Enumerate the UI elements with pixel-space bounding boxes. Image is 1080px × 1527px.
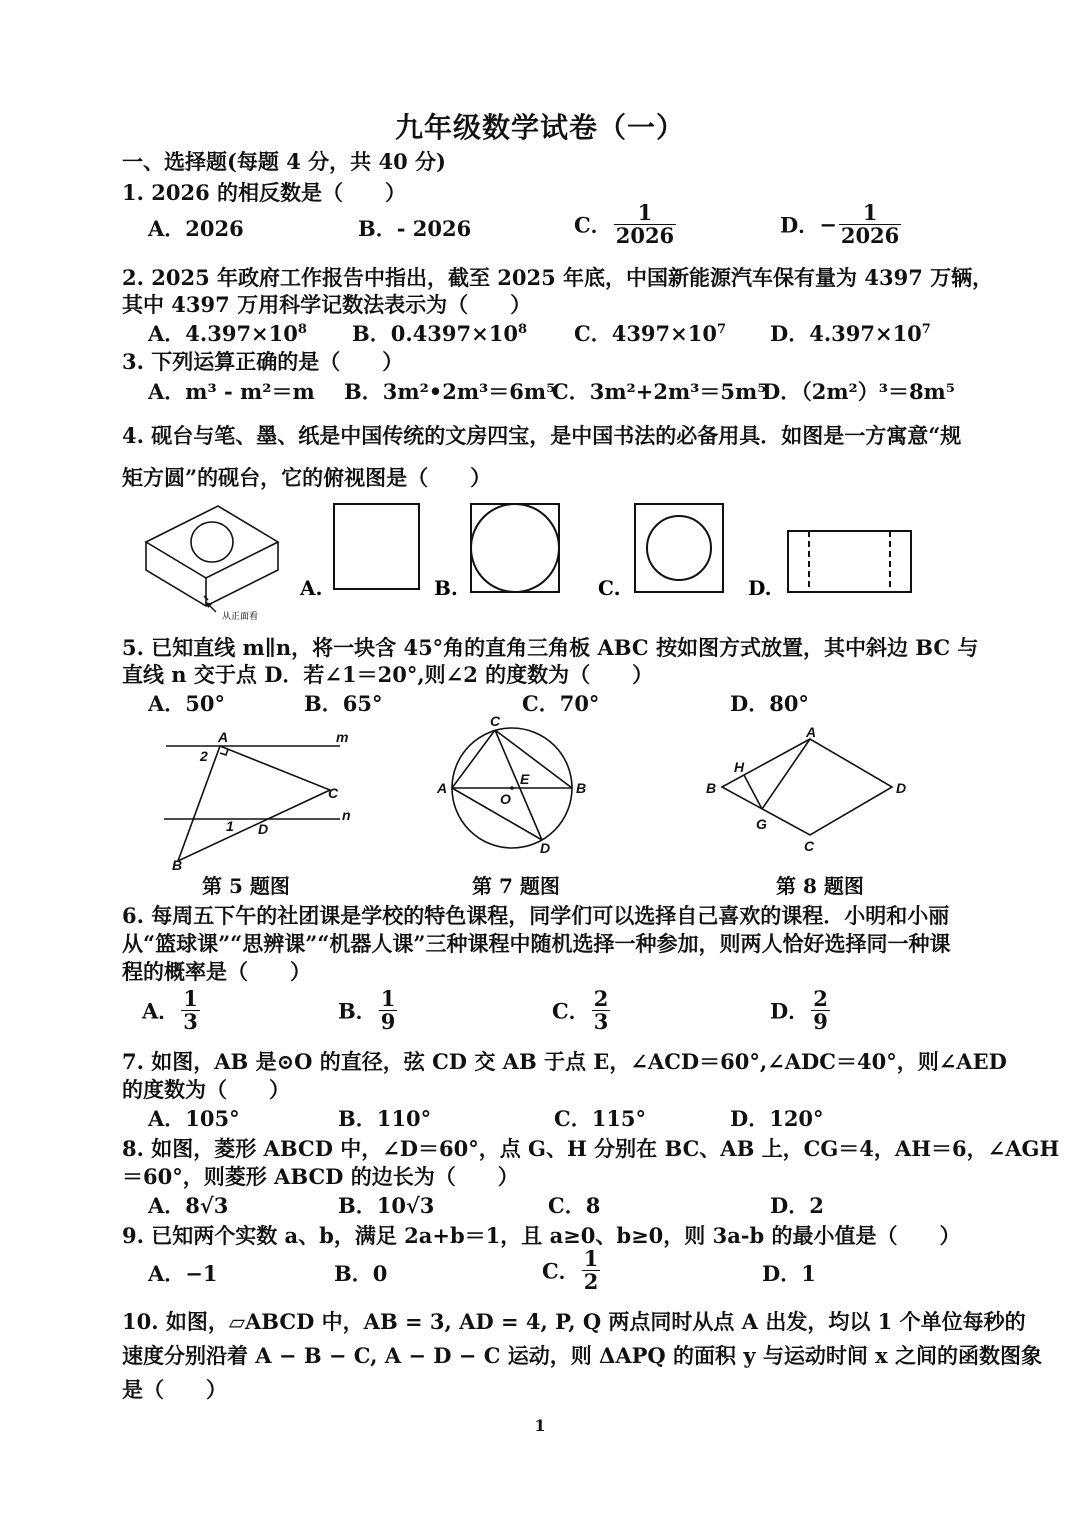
figure-5 (160, 728, 360, 873)
q5-stem-line2: 直线 n 交于点 D．若∠1＝20°,则∠2 的度数为（ ） (122, 662, 654, 687)
q3-option-d: D．（2m²）³＝8m⁵ (762, 379, 955, 404)
q4-option-b-label: B. (434, 576, 458, 600)
figure-8-caption: 第 8 题图 (776, 874, 864, 898)
svg-text:A: A (437, 780, 448, 796)
q10-stem-line2: 速度分别沿着 A − B − C, A − D − C 运动，则 ΔAPQ 的面积 y 与运动时间 x 之间的函数图象 (122, 1343, 1042, 1368)
q5-option-d: D．80° (730, 691, 809, 716)
svg-text:m: m (336, 729, 349, 745)
q9-option-b: B．0 (334, 1261, 388, 1286)
q3-option-b: B．3m²•2m³＝6m⁵ (344, 379, 556, 404)
q3-option-a: A．m³ - m²＝m (148, 379, 315, 404)
inkstone-top-face (146, 506, 278, 578)
svg-text:H: H (734, 759, 745, 775)
q6-option-c: C． $\frac{2}{3}$ (552, 986, 609, 1034)
q7-option-b: B．110° (338, 1106, 432, 1131)
q4-options-figures (298, 500, 928, 605)
svg-text:D: D (896, 780, 907, 796)
segment-ag (762, 739, 810, 809)
svg-text:B: B (706, 780, 717, 796)
svg-text:C: C (490, 713, 501, 729)
svg-text:B: B (576, 780, 587, 796)
figure-8 (700, 725, 920, 855)
q3-option-c: C．3m²+2m³＝5m⁵ (552, 379, 767, 404)
q1-option-d: D．− $\frac{1}{2026}$ (780, 200, 900, 248)
chord-cd (495, 730, 542, 840)
svg-text:2: 2 (200, 748, 208, 764)
q2-option-d: D．$4.397\times 10^7$ (770, 321, 931, 346)
q6-option-b: B． $\frac{1}{9}$ (338, 986, 396, 1034)
q6-stem-line1: 6. 每周五下午的社团课是学校的特色课程，同学们可以选择自己喜欢的课程．小明和小丽 (122, 903, 950, 928)
q7-option-c: C．115° (554, 1106, 647, 1131)
svg-text:B: B (172, 857, 183, 873)
svg-text:C: C (328, 785, 339, 801)
q2-option-a: A．$4.397\times 10^8$ (148, 321, 307, 346)
q1-option-c: C． $\frac{1}{2026}$ (574, 200, 675, 248)
q3-stem: 3. 下列运算正确的是（ ） (122, 349, 404, 374)
svg-text:O: O (500, 791, 511, 807)
q9-option-d: D．1 (762, 1261, 816, 1286)
q9-stem: 9. 已知两个实数 a、b，满足 2a+b＝1，且 a≥0、b≥0，则 3a-b 的最小值是（ ） (122, 1223, 961, 1248)
figure-7 (432, 712, 592, 872)
q2-option-c: C．$4397\times 10^7$ (574, 321, 727, 346)
q6-stem-line2: 从“篮球课”“思辨课”“机器人课”三种课程中随机选择一种参加，则两人恰好选择同一种课 (122, 931, 951, 956)
q5-option-b: B．65° (304, 691, 383, 716)
q5-option-a: A．50° (148, 691, 226, 716)
option-d-rect (788, 531, 911, 592)
svg-text:C: C (804, 838, 815, 854)
figure-5-caption: 第 5 题图 (202, 874, 290, 898)
q4-stem-line1: 4. 砚台与笔、墨、纸是中国传统的文房四宝，是中国书法的必备用具．如图是一方寓意“规 (122, 423, 962, 448)
view-note: 从正面看 (222, 611, 259, 621)
q2-stem-line2: 其中 4397 万用科学记数法表示为（ ） (122, 292, 532, 317)
q9-option-a: A．−1 (148, 1261, 218, 1286)
inkstone-3d-figure (138, 500, 288, 625)
svg-text:D: D (540, 840, 551, 856)
rhombus-abcd (722, 739, 892, 835)
svg-text:E: E (520, 771, 530, 787)
q7-stem-line1: 7. 如图，AB 是⊙O 的直径，弦 CD 交 AB 于点 E，∠ACD＝60°,∠ADC＝40°，则∠AED (122, 1049, 1007, 1074)
q4-stem-line2: 矩方圆”的砚台，它的俯视图是（ ） (122, 465, 492, 490)
q8-stem-line2: ＝60°，则菱形 ABCD 的边长为（ ） (122, 1164, 519, 1189)
q8-stem-line1: 8. 如图，菱形 ABCD 中，∠D＝60°，点 G、H 分别在 BC、AB 上，CG＝4，AH＝6，∠AGH (122, 1136, 1060, 1161)
inkstone-circle (191, 522, 233, 562)
option-b-circle (471, 504, 559, 592)
q6-option-d: D． $\frac{2}{9}$ (770, 986, 828, 1034)
q10-stem-line1: 10. 如图，▱ABCD 中，AB = 3, AD = 4, P, Q 两点同时从点 A 出发，均以 1 个单位每秒的 (122, 1309, 1026, 1334)
q8-option-d: D．2 (770, 1193, 824, 1218)
figure-7-caption: 第 7 题图 (472, 874, 560, 898)
q9-option-c: C． $\frac{1}{2}$ (542, 1246, 599, 1294)
q10-stem-line3: 是（ ） (122, 1377, 227, 1402)
section-heading: 一、选择题(每题 4 分，共 40 分) (122, 149, 446, 174)
q5-stem-line1: 5. 已知直线 m∥n，将一块含 45°角的直角三角板 ABC 按如图方式放置，其中斜边 BC 与 (122, 635, 979, 660)
q4-option-c-label: C. (598, 576, 621, 600)
svg-text:A: A (218, 729, 229, 745)
q1-option-b: B．- 2026 (358, 216, 472, 241)
option-c-circle (647, 516, 711, 580)
option-a-square (334, 504, 419, 589)
q4-option-a-label: A. (300, 576, 323, 600)
svg-text:n: n (342, 807, 351, 823)
q1-stem: 1. 2026 的相反数是（ ） (122, 180, 406, 205)
svg-text:G: G (756, 816, 767, 832)
q8-option-c: C．8 (548, 1193, 601, 1218)
q8-option-b: B．10√3 (338, 1193, 435, 1218)
q7-option-a: A．105° (148, 1106, 240, 1131)
q6-stem-line3: 程的概率是（ ） (122, 959, 311, 984)
q7-option-d: D．120° (730, 1106, 824, 1131)
q6-option-a: A． $\frac{1}{3}$ (142, 986, 198, 1034)
q2-stem-line1: 2. 2025 年政府工作报告中指出，截至 2025 年底，中国新能源汽车保有量为 4397 万辆， (122, 265, 994, 290)
q5-option-c: C．70° (522, 691, 600, 716)
svg-text:D: D (258, 821, 269, 837)
q1-option-a: A．2026 (148, 216, 244, 241)
q8-option-a: A．8√3 (148, 1193, 229, 1218)
q4-option-d-label: D. (748, 576, 772, 600)
page-title: 九年级数学试卷（一） (394, 111, 685, 144)
page-number: 1 (534, 1416, 546, 1435)
option-c-square (635, 504, 723, 592)
svg-text:A: A (806, 725, 817, 740)
q2-option-b: B．$0.4397\times 10^8$ (352, 321, 527, 346)
q7-stem-line2: 的度数为（ ） (122, 1077, 290, 1102)
svg-text:1: 1 (226, 818, 234, 834)
